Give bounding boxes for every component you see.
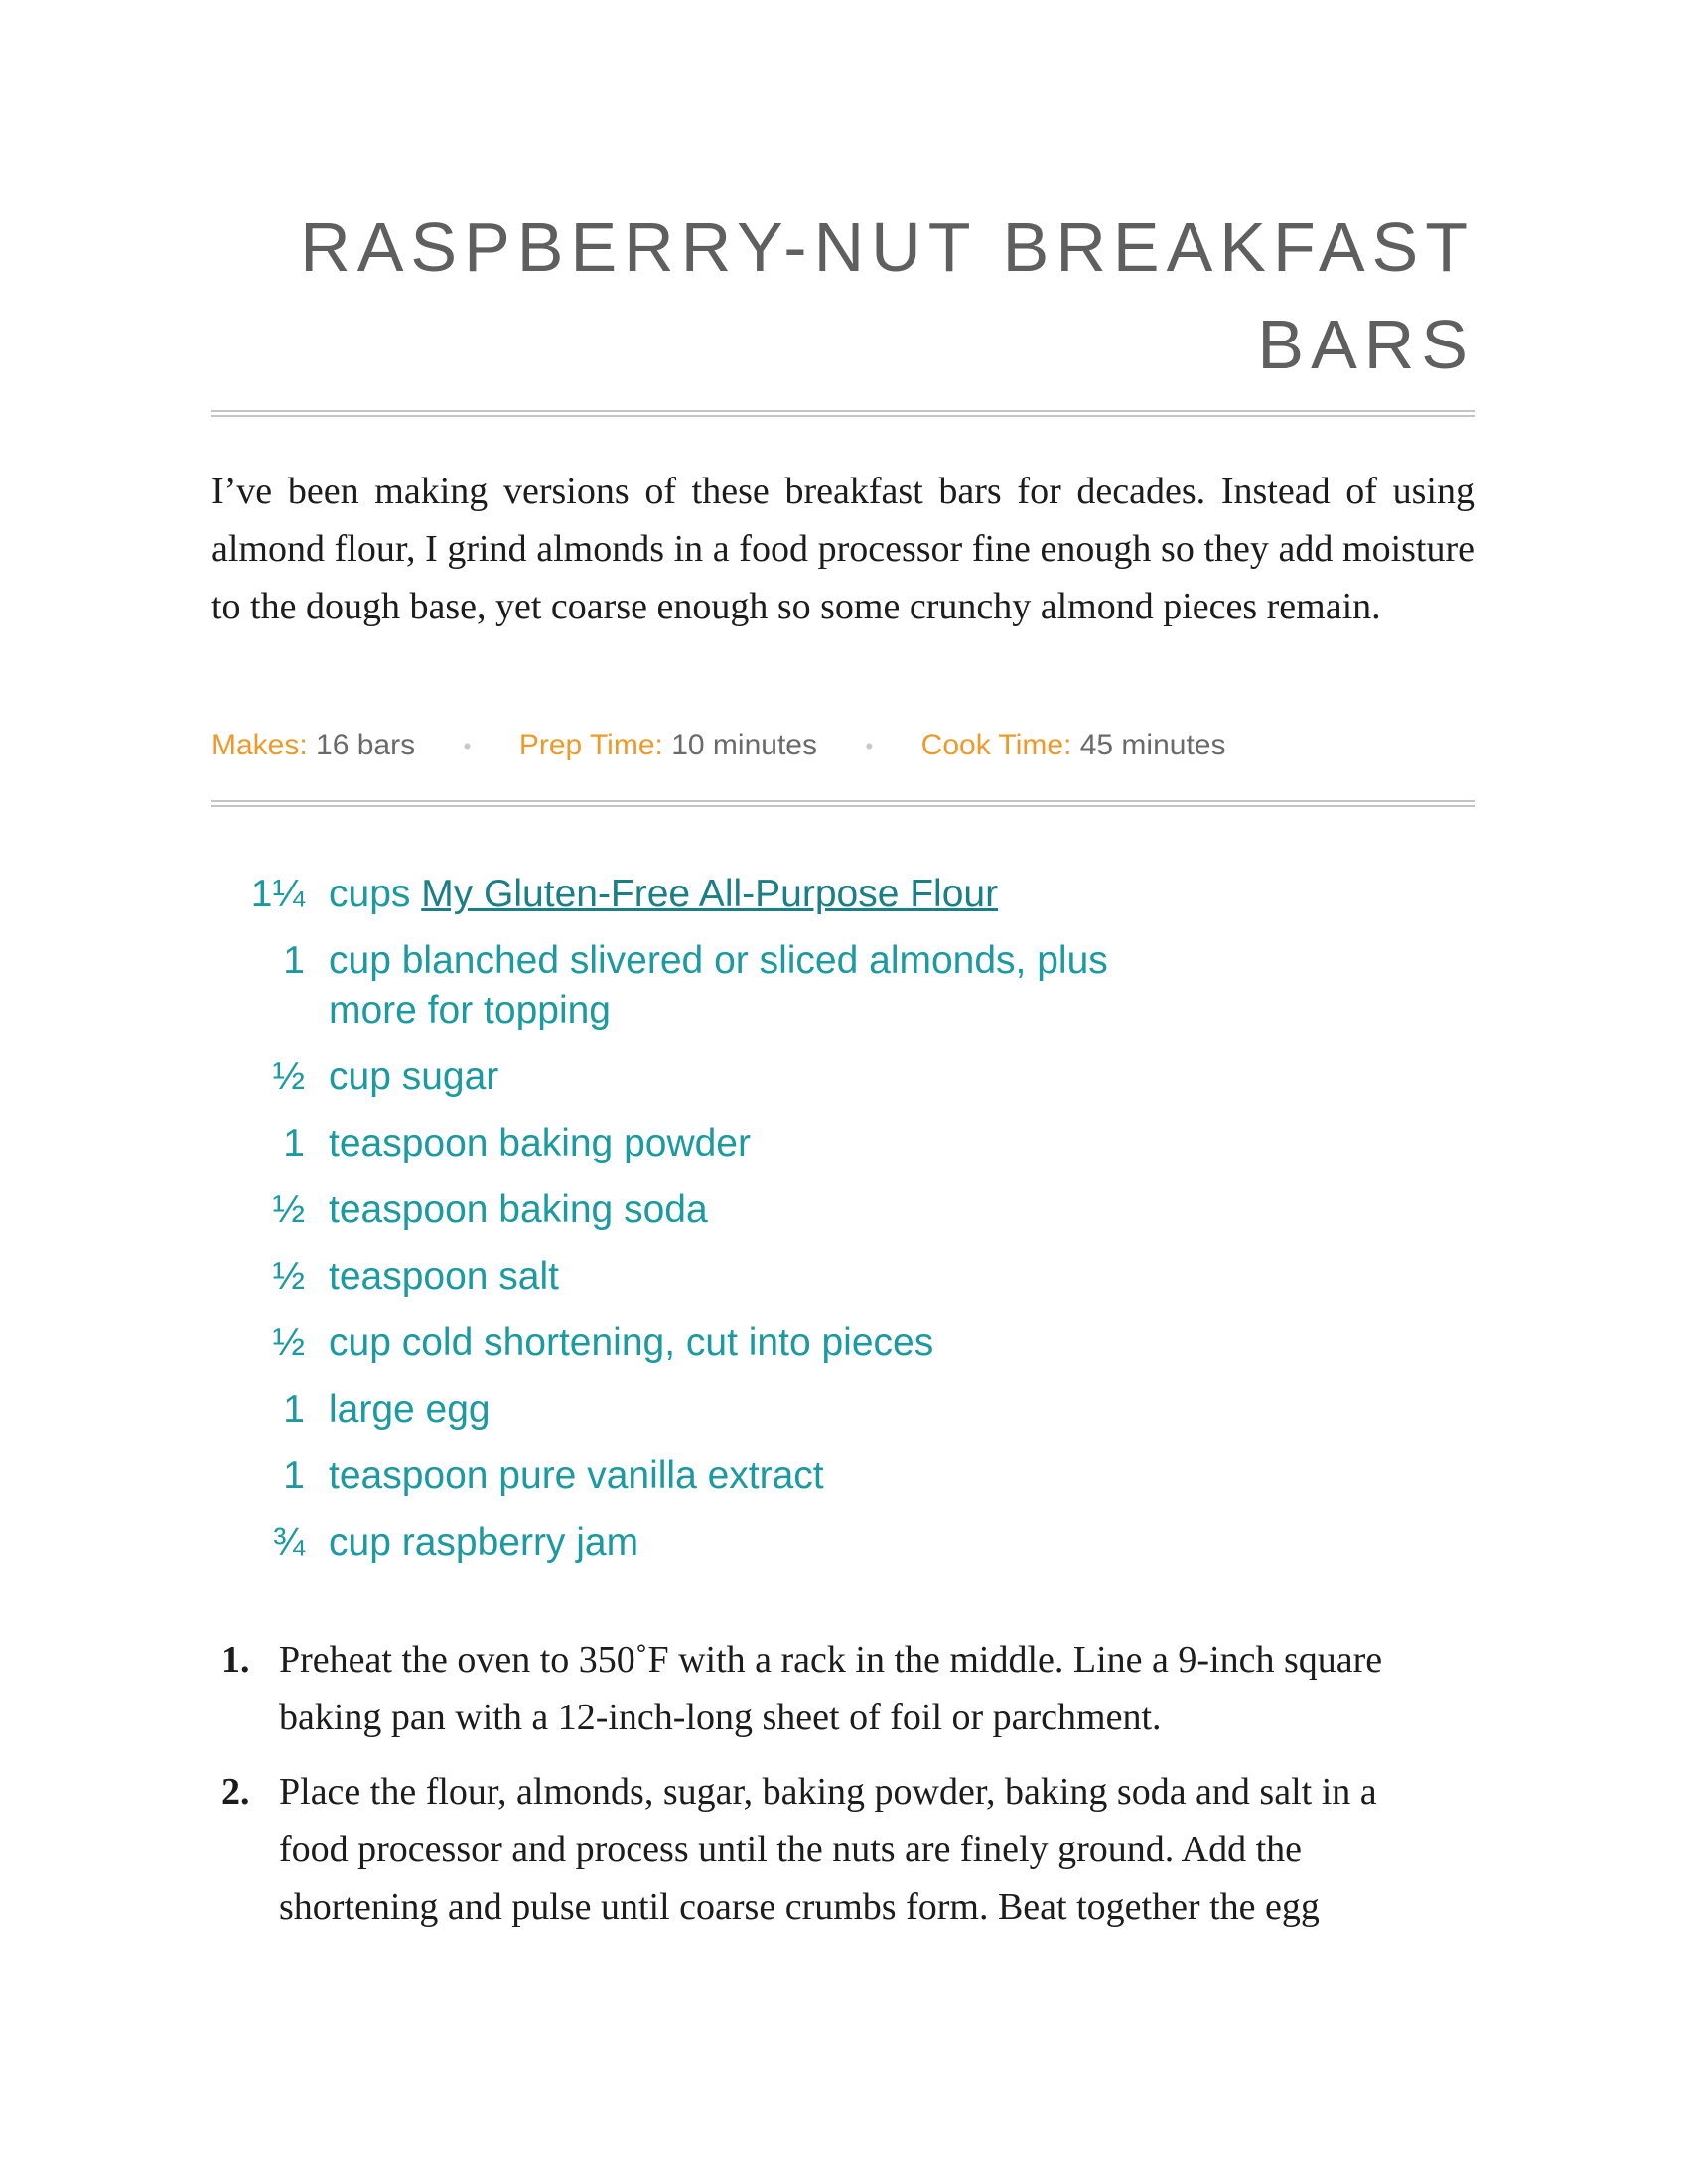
ingredient-quantity: ½ (272, 1055, 305, 1098)
ingredient-text: teaspoon salt (329, 1255, 560, 1297)
ingredient-item (211, 1119, 1475, 1168)
ingredient-quantity: 1¼ (250, 873, 305, 915)
ingredients-list (211, 870, 1475, 1584)
ingredient-item (211, 1318, 1475, 1368)
ingredient-item (211, 936, 1475, 1035)
ingredient-unit: cups (329, 873, 422, 915)
ingredient-text: cup blanched slivered or sliced almonds, plus more for topping (329, 939, 1108, 1031)
ingredient-item (211, 1385, 1475, 1434)
ingredient-text: teaspoon baking soda (329, 1188, 708, 1231)
ingredient-text: cup sugar (329, 1055, 499, 1098)
ingredient-quantity: 1 (283, 1388, 305, 1431)
instructions-list (211, 1631, 1475, 1953)
makes-value: 16 bars (316, 729, 416, 761)
ingredient-quantity: ½ (272, 1188, 305, 1231)
step-number: 2. (221, 1771, 250, 1813)
ingredient-text: cup raspberry jam (329, 1521, 639, 1564)
recipe-meta (211, 726, 1225, 766)
ingredient-quantity: ½ (272, 1255, 305, 1297)
ingredient-quantity: ¾ (272, 1521, 305, 1564)
ingredient-quantity: 1 (283, 1454, 305, 1497)
meta-separator: • (865, 734, 874, 759)
flour-recipe-link[interactable]: My Gluten-Free All-Purpose Flour (421, 873, 999, 915)
cook-time-value: 45 minutes (1079, 729, 1226, 761)
ingredient-item (211, 1252, 1475, 1301)
meta-separator: • (463, 734, 472, 759)
ingredient-text: teaspoon pure vanilla extract (329, 1454, 824, 1497)
ingredient-quantity: 1 (283, 939, 305, 982)
ingredient-text: large egg (329, 1388, 491, 1431)
ingredient-item (211, 870, 1475, 919)
ingredient-quantity: ½ (272, 1321, 305, 1364)
ingredient-text: teaspoon baking powder (329, 1122, 751, 1164)
step-number: 1. (221, 1639, 250, 1681)
recipe-title: RASPBERRY-NUT BREAKFAST BARS (300, 208, 1475, 383)
ingredient-item (211, 1052, 1475, 1102)
recipe-intro: I’ve been making versions of these breakfast bars for decades. Instead of using almond flour, I grind almonds in a food processor fine enough so they add moisture to the dough base, yet coarse enough so some crunchy almond pieces remain. (211, 471, 1475, 627)
instruction-step (211, 1763, 1475, 1936)
makes-label: Makes: (211, 729, 308, 761)
ingredient-quantity: 1 (283, 1122, 305, 1164)
ingredient-item (211, 1518, 1475, 1568)
prep-time-label: Prep Time: (518, 729, 663, 761)
ingredient-item (211, 1451, 1475, 1501)
instruction-step (211, 1631, 1475, 1746)
ingredient-item (211, 1185, 1475, 1235)
prep-time-value: 10 minutes (671, 729, 817, 761)
meta-divider (211, 800, 1475, 807)
ingredient-text (329, 870, 1332, 919)
title-divider (211, 410, 1475, 417)
step-text: Place the flour, almonds, sugar, baking powder, baking soda and salt in a food processor and process until the nuts are finely ground. Add the shortening and pulse until coarse crumbs form. Beat together the egg (279, 1771, 1377, 1928)
step-text: Preheat the oven to 350˚F with a rack in the middle. Line a 9-inch square baking pan with a 12-inch-long sheet of foil or parchment. (279, 1639, 1383, 1738)
cook-time-label: Cook Time: (920, 729, 1072, 761)
ingredient-text: cup cold shortening, cut into pieces (329, 1321, 934, 1364)
